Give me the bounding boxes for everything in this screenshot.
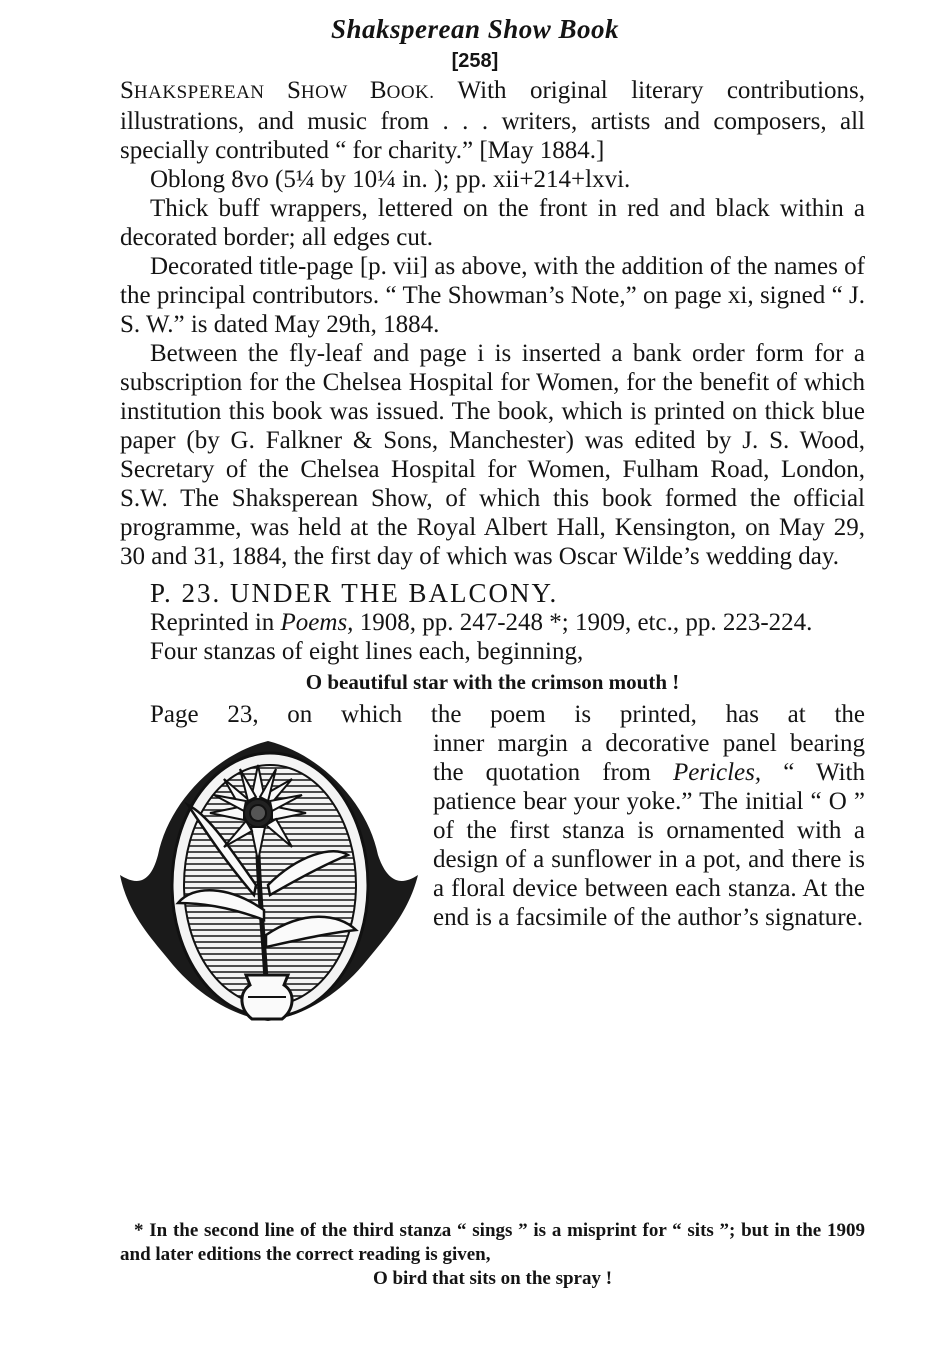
entry-title-initial-s2: S: [287, 77, 301, 104]
footnote: [120, 1219, 865, 1291]
section-heading: P. 23. UNDER THE BALCONY.: [150, 578, 559, 608]
description-text-a: inner margin a decorative panel bearing the quotation from: [433, 730, 865, 786]
entry-title-part-3: OOK.: [386, 82, 435, 103]
description-wrap: [120, 729, 865, 1045]
entry-title-part-1: HAKSPEREAN: [133, 82, 287, 103]
running-title: Shaksperean Show Book: [330, 14, 620, 44]
title-page-paragraph: Decorated title-page [p. vii] as above, with the addition of the names of the principal contributors. “ The Showman’s Note,” on page xi, signed “ J. S. W.” is dated May 29th, 1884.: [120, 253, 865, 338]
description-rest: [433, 730, 865, 931]
reprint-text-a: Reprinted in: [150, 609, 281, 636]
description-paragraph: [120, 700, 865, 1045]
entry-title: [120, 77, 435, 104]
description-title-italic: Pericles,: [672, 759, 762, 786]
description-with-ornament: [120, 700, 865, 1045]
footnote-quote: O bird that sits on the spray !: [372, 1268, 613, 1289]
reprint-title-italic: Poems,: [280, 609, 354, 636]
reprint-paragraph: [120, 608, 865, 637]
description-text-b: “ With patience bear your yoke.” The initial “ O ” of the first stanza is ornamented with a design of a sunflower in a pot, and there is a floral device between each stanza. At the end is a facsimile of the author’s signature.: [433, 759, 865, 931]
footnote-text: * In the second line of the third stanza “ sings ” is a misprint for “ sits ”; but in the 1909 and later editions the correct reading is given,: [120, 1220, 865, 1265]
entry-description: With original literary contributions, illustrations, and music from . . . writers, artists and composers, all specially contributed “ for charity.” [May 1884.]: [120, 77, 866, 164]
main-text: [120, 76, 865, 1045]
history-paragraph: Between the fly-leaf and page i is inserted a bank order form for a subscription for the Chelsea Hospital for Women, for the benefit of which institution this book was issued. The book, which is printed on thick blue paper (by G. Falkner & Sons, Manchester) was edited by J. S. Wood, Secretary of the Chelsea Hospital for Women, Fulham Road, London, S.W. The Shaksperean Show, of which this book formed the official programme, was held at the Royal Albert Hall, Kensington, on May 29, 30 and 31, 1884, the first day of which was Oscar Wilde’s wedding day.: [120, 340, 865, 570]
stanzas-paragraph: Four stanzas of eight lines each, beginning,: [150, 638, 584, 665]
sunflower-in-pot-icon: [118, 735, 423, 1045]
poem-first-line: O beautiful star with the crimson mouth !: [305, 670, 680, 694]
reprint-text-b: 1908, pp. 247-248 *; 1909, etc., pp. 223-224.: [353, 609, 813, 636]
binding-paragraph: Thick buff wrappers, lettered on the front in red and black within a decorated border; all edges cut.: [120, 195, 865, 251]
description-first-line: Page 23, on which the poem is printed, has at the: [150, 701, 865, 728]
entry-title-part-2: HOW: [300, 82, 370, 103]
format-paragraph: Oblong 8vo (5¼ by 10¼ in. ); pp. xii+214+lxvi.: [150, 166, 631, 193]
entry-paragraph-1: [120, 76, 865, 165]
entry-title-initial-b: B: [369, 77, 387, 104]
page-number: [258]: [451, 50, 499, 72]
entry-title-initial-s: S: [120, 77, 134, 104]
